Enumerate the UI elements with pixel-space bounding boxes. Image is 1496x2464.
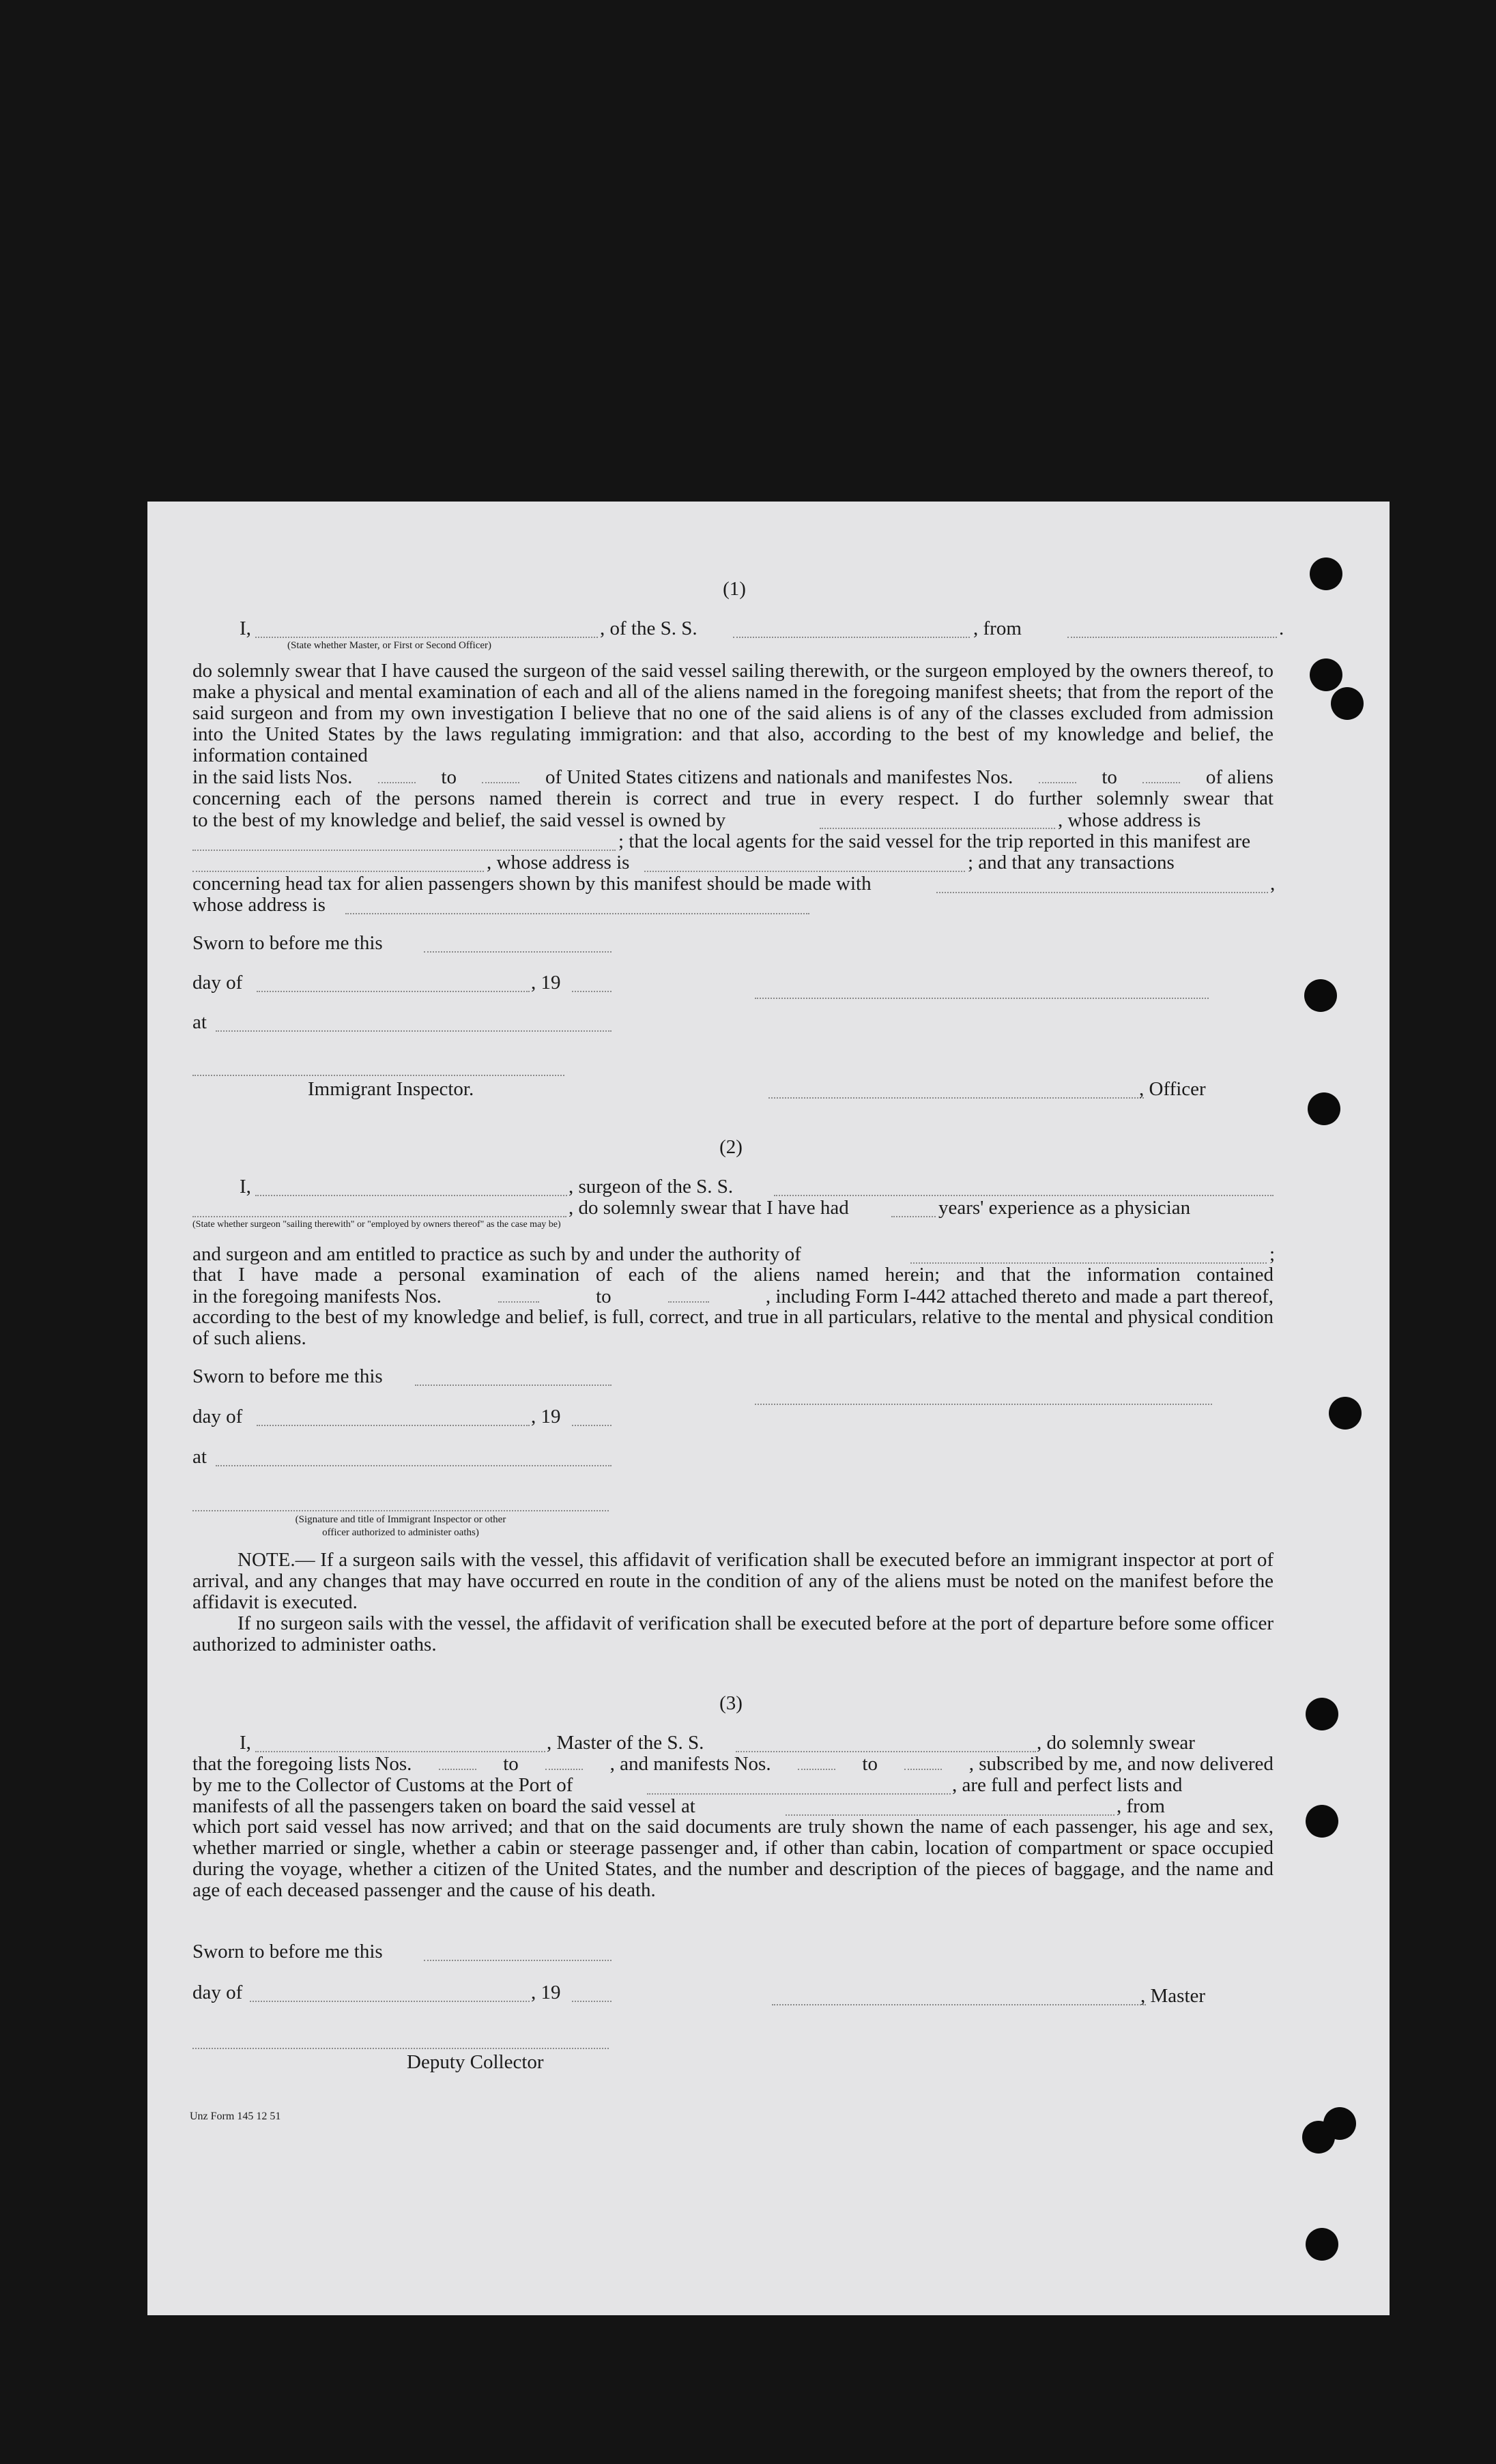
manifests-from-field[interactable] <box>1039 767 1076 783</box>
day-of-label: day of <box>192 1406 243 1427</box>
text-surgeon-of: , surgeon of the S. S. <box>569 1176 734 1198</box>
officer-signature-line[interactable] <box>755 998 1209 999</box>
text-taken-on-board: manifests of all the passengers taken on board the said vessel at <box>192 1795 695 1817</box>
manifests-line <box>192 1286 1274 1308</box>
note-paragraph: NOTE.— If a surgeon sails with the vessel, this affidavit of verification shall be executed before an immigrant inspector at port of arrival, and any changes that may have occurred en route in the condition of any of the aliens must be noted on the manifest before the affidavit is executed. <box>192 1549 1274 1613</box>
text-swear: , do solemnly swear <box>1037 1732 1195 1754</box>
text-i: I, <box>240 618 251 639</box>
text: , including Form I-442 attached thereto and made a part thereof, <box>765 1286 1274 1307</box>
lists-from-field[interactable] <box>378 767 416 783</box>
text-owned-by: to the best of my knowledge and belief, the said vessel is owned by <box>192 809 726 831</box>
text-address: , whose address is <box>487 852 630 873</box>
year-field[interactable] <box>572 2001 612 2002</box>
years-field[interactable] <box>891 1216 936 1217</box>
agents-field[interactable] <box>192 871 484 872</box>
lists-line <box>192 766 1274 789</box>
text: to <box>441 766 457 788</box>
surgeon-signature-line[interactable] <box>755 1404 1212 1405</box>
manifests-to-field[interactable] <box>904 1754 942 1770</box>
text-authority: and surgeon and am entitled to practice as such by and under the authority of <box>192 1243 801 1265</box>
section-3-heading: (3) <box>719 1692 743 1714</box>
officer-label: , Officer <box>1139 1078 1206 1100</box>
inspector-signature-line[interactable] <box>192 1075 564 1076</box>
punch-hole <box>1329 1397 1362 1430</box>
head-tax-address-field[interactable] <box>345 913 809 914</box>
text: , subscribed by me, and now delivered <box>968 1753 1274 1775</box>
place-field[interactable] <box>216 1030 612 1032</box>
officer-name-line[interactable] <box>768 1097 1144 1099</box>
text: , and manifests Nos. <box>609 1753 771 1775</box>
surgeon-caption: (State whether surgeon "sailing therewith" or "employed by owners thereof" as the case may be) <box>192 1219 561 1230</box>
punch-hole <box>1306 1805 1338 1838</box>
text-from: , from <box>1117 1795 1165 1817</box>
text: to <box>503 1753 519 1775</box>
manifests-from-field[interactable] <box>798 1754 835 1770</box>
master-label: , Master <box>1140 1985 1206 2007</box>
manifest-to-field[interactable] <box>668 1286 709 1303</box>
month-field[interactable] <box>257 1425 530 1426</box>
sworn-label: Sworn to before me this <box>192 1941 383 1962</box>
text: to <box>862 1753 878 1775</box>
punch-hole <box>1308 1092 1340 1125</box>
text-semicolon: ; <box>1269 1243 1276 1265</box>
month-field[interactable] <box>250 2001 530 2002</box>
form-number: Unz Form 145 12 51 <box>190 2111 281 2122</box>
lists-to-field[interactable] <box>545 1754 583 1770</box>
year-label: , 19 <box>531 1406 561 1427</box>
manifest-from-field[interactable] <box>498 1286 539 1303</box>
text: of United States citizens and nationals and manifestes Nos. <box>545 766 1013 788</box>
owner-address-field[interactable] <box>192 850 616 851</box>
text-head-tax: concerning head tax for alien passengers shown by this manifest should be made with <box>192 873 872 895</box>
signature-caption: (Signature and title of Immigrant Inspector or other <box>295 1514 506 1525</box>
text: to <box>596 1286 612 1307</box>
port-field[interactable] <box>647 1793 951 1795</box>
master-signature-line[interactable] <box>772 2004 1146 2005</box>
text: in the foregoing manifests Nos. <box>192 1286 442 1307</box>
section-2-heading: (2) <box>719 1136 743 1158</box>
section-1-heading: (1) <box>723 578 746 600</box>
text-master-of: , Master of the S. S. <box>547 1732 704 1754</box>
sworn-label: Sworn to before me this <box>192 1365 383 1387</box>
punch-hole <box>1306 1698 1338 1730</box>
text-full-lists: , are full and perfect lists and <box>952 1774 1183 1796</box>
vessel-name-field[interactable] <box>733 637 970 638</box>
day-of-label: day of <box>192 972 243 994</box>
inspector-signature-line[interactable] <box>192 1510 609 1511</box>
text-of-ss: , of the S. S. <box>600 618 697 639</box>
punch-hole <box>1302 2121 1335 2154</box>
text-address: whose address is <box>192 894 326 916</box>
oath-paragraph-2: concerning each of the persons named therein is correct and true in every respect. I do further solemnly swear that <box>192 787 1274 809</box>
surgeon-vessel-field[interactable] <box>774 1195 1274 1196</box>
at-label: at <box>192 1446 207 1468</box>
text-swear: , do solemnly swear that I have had <box>569 1197 849 1219</box>
condition-paragraph: according to the best of my knowledge and belief, is full, correct, and true in all particulars, relative to the mental and physical condition of such aliens. <box>192 1306 1274 1349</box>
day-of-label: day of <box>192 1982 243 2003</box>
text: that the foregoing lists Nos. <box>192 1753 412 1775</box>
manifests-to-field[interactable] <box>1142 767 1180 783</box>
officer-rank-field[interactable] <box>255 637 598 638</box>
master-vessel-field[interactable] <box>736 1751 1036 1752</box>
punch-hole <box>1304 979 1337 1012</box>
text-port-of: by me to the Collector of Customs at the Port of <box>192 1774 573 1796</box>
lists-line-3 <box>192 1753 1274 1775</box>
lists-from-field[interactable] <box>439 1754 476 1770</box>
deputy-collector-label: Deputy Collector <box>407 2051 544 2073</box>
year-label: , 19 <box>531 972 561 994</box>
collector-signature-line[interactable] <box>192 2048 609 2049</box>
text-period: . <box>1279 618 1284 639</box>
month-field[interactable] <box>257 991 530 992</box>
text-transactions: ; and that any transactions <box>968 852 1175 873</box>
immigrant-inspector-label: Immigrant Inspector. <box>308 1078 474 1100</box>
text: to <box>1102 766 1117 788</box>
passenger-paragraph: which port said vessel has now arrived; and that on the said documents are truly shown the name of each passenger, his age and sex, whether married or single, whether a cabin or steerage passenger and, if other than cabin, location of compartment or space occupied during the voyage, whether a citizen of the United States, and the number and description of the pieces of baggage, and the name and age of each deceased passenger and the cause of his death. <box>192 1816 1274 1901</box>
text-i: I, <box>240 1176 251 1198</box>
surgeon-name-field[interactable] <box>255 1195 567 1196</box>
from-port-field[interactable] <box>1067 637 1277 638</box>
text-agents: ; that the local agents for the said vessel for the trip reported in this manifest are <box>618 830 1251 852</box>
oath-paragraph: do solemnly swear that I have caused the surgeon of the said vessel sailing therewith, or the surgeon employed by the owners thereof, to make a physical and mental examination of each and all of the aliens named in the foregoing manifest sheets; that from the report of the said surgeon and from my own investigation I believe that no one of the said aliens is of any of the classes excluded from admission into the United States by the laws regulating immigration: and that also, according to the best of my knowledge and belief, the information contained <box>192 660 1274 766</box>
punch-hole <box>1331 687 1364 720</box>
sworn-date-field[interactable] <box>424 951 612 953</box>
sworn-date-field[interactable] <box>424 1960 612 1961</box>
text-years: years' experience as a physician <box>938 1197 1191 1219</box>
place-field[interactable] <box>216 1465 612 1466</box>
examination-line: that I have made a personal examination of each of the aliens named herein; and that the information contained <box>192 1264 1274 1286</box>
head-tax-party-field[interactable] <box>936 892 1268 893</box>
sworn-label: Sworn to before me this <box>192 932 383 954</box>
lists-to-field[interactable] <box>482 767 519 783</box>
at-label: at <box>192 1011 207 1033</box>
agents-address-field[interactable] <box>644 871 965 872</box>
year-field[interactable] <box>572 1425 612 1426</box>
text-address: , whose address is <box>1058 809 1201 831</box>
year-field[interactable] <box>572 991 612 992</box>
master-name-field[interactable] <box>255 1751 545 1752</box>
punch-hole <box>1306 2228 1338 2261</box>
owner-field[interactable] <box>820 828 1055 829</box>
signature-caption: officer authorized to administer oaths) <box>322 1527 479 1538</box>
note-paragraph-2: If no surgeon sails with the vessel, the affidavit of verification shall be executed before at the port of departure before some officer authorized to administer oaths. <box>192 1612 1274 1655</box>
sworn-date-field[interactable] <box>415 1385 612 1386</box>
punch-hole <box>1310 557 1342 590</box>
punch-hole <box>1310 658 1342 691</box>
rank-caption: (State whether Master, or First or Second Officer) <box>287 640 492 651</box>
surgeon-type-field[interactable] <box>192 1216 566 1217</box>
year-label: , 19 <box>531 1982 561 2003</box>
text: of aliens <box>1205 766 1274 788</box>
text-comma: , <box>1270 873 1276 895</box>
text-i: I, <box>240 1732 251 1754</box>
text: in the said lists Nos. <box>192 766 353 788</box>
text-from: , from <box>973 618 1022 639</box>
form-page <box>147 502 1390 2315</box>
